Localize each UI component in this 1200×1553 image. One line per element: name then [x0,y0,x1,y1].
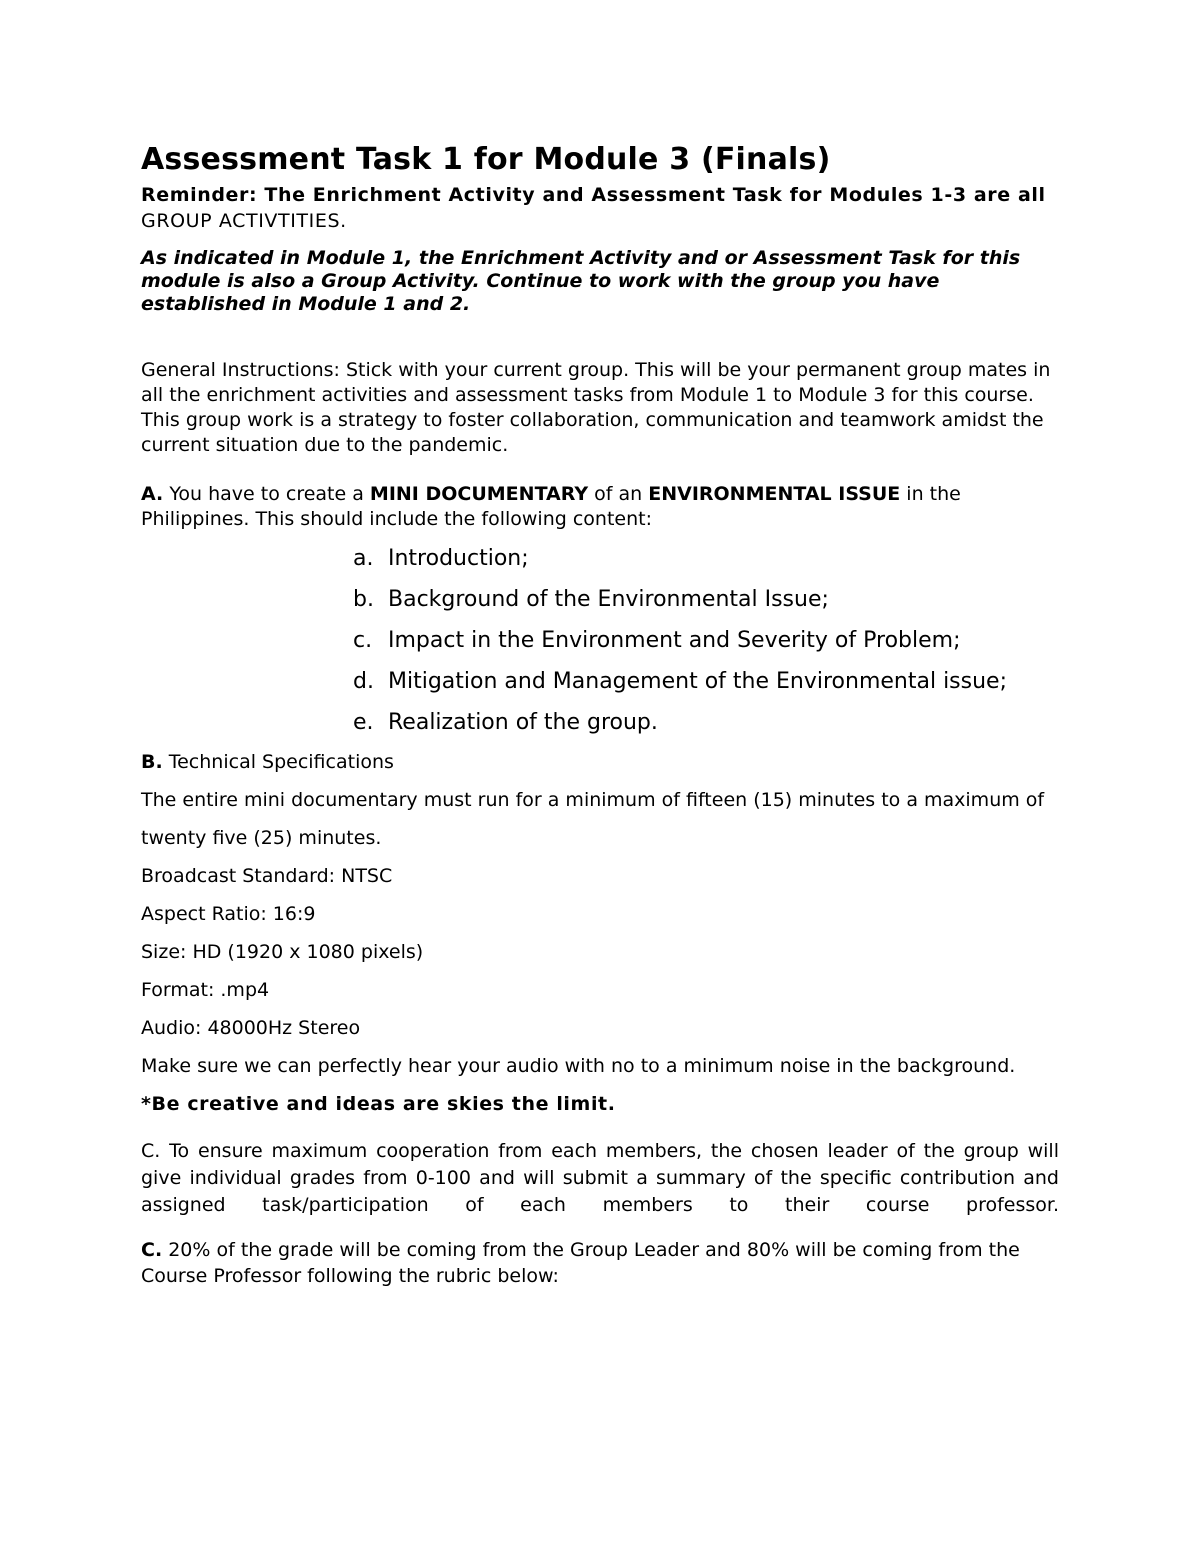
section-b-heading-text: Technical Specifications [162,751,394,773]
list-item-text: Background of the Environmental Issue; [388,587,829,612]
audio-spec: Audio: 48000Hz Stereo [141,1017,361,1039]
section-c-paragraph: C. To ensure maximum cooperation from each members, the chosen leader of the group will give individual grades from 0-100 and will submit a summary of the specific contribution and assigned task/participation of each members to their course professor. [141,1140,1059,1216]
grading-text: 20% of the grade will be coming from the Group Leader and 80% will be coming from the Course Professor following the rubric below: [141,1239,1020,1287]
grading-paragraph [141,1237,1059,1289]
section-a-text: You have to create a [163,483,370,505]
list-marker: e. [353,710,374,735]
list-marker: d. [353,669,374,694]
list-item [353,620,1059,661]
be-creative-note: *Be creative and ideas are skies the limit. [141,1093,616,1115]
section-a-paragraph [141,482,1059,532]
broadcast-spec: Broadcast Standard: NTSC [141,865,393,887]
list-item [353,702,1059,743]
aspect-ratio-spec: Aspect Ratio: 16:9 [141,903,316,925]
reminder-bold-text: Reminder: The Enrichment Activity and Assessment Task for Modules 1-3 are all [141,184,1046,206]
section-b-heading [141,743,1059,781]
document-title: Assessment Task 1 for Module 3 (Finals) [141,142,831,177]
list-item [353,538,1059,579]
mini-documentary-emphasis: MINI DOCUMENTARY [369,483,589,505]
list-marker: a. [353,546,374,571]
grading-label: C. [141,1239,163,1261]
reminder-paragraph [141,182,1059,234]
list-item [353,579,1059,620]
audio-note: Make sure we can perfectly hear your audio with no to a minimum noise in the background. [141,1055,1016,1077]
section-a-text: of an [588,483,649,505]
section-a-label: A. [141,483,164,505]
list-item-text: Impact in the Environment and Severity of Problem; [388,628,961,653]
format-spec: Format: .mp4 [141,979,270,1001]
reminder-rest-text: GROUP ACTIVTITIES. [141,210,347,232]
group-activity-note: As indicated in Module 1, the Enrichment Activity and or Assessment Task for this module is also a Group Activity. Continue to work with the group you have established in Module 1 and 2. [141,247,1021,315]
content-list [141,538,1059,743]
runtime-spec: The entire mini documentary must run for a minimum of fifteen (15) minutes to a maximum of twenty five (25) minutes. [141,789,1045,849]
document-page [141,140,1059,1289]
list-marker: b. [353,587,374,612]
environmental-issue-emphasis: ENVIRONMENTAL ISSUE [648,483,901,505]
section-b-label: B. [141,751,163,773]
section-a-text: in the Philippines. This should include the following content: [141,483,961,530]
general-instructions: General Instructions: Stick with your current group. This will be your permanent group mates in all the enrichment activities and assessment tasks from Module 1 to Module 3 for this course. This group work is a strategy to foster collaboration, communication and teamwork amidst the current situation due to the pandemic. [141,359,1051,456]
size-spec: Size: HD (1920 x 1080 pixels) [141,941,424,963]
list-item [353,661,1059,702]
list-item-text: Introduction; [388,546,529,571]
list-item-text: Realization of the group. [388,710,658,735]
list-item-text: Mitigation and Management of the Environmental issue; [388,669,1007,694]
list-marker: c. [353,628,373,653]
